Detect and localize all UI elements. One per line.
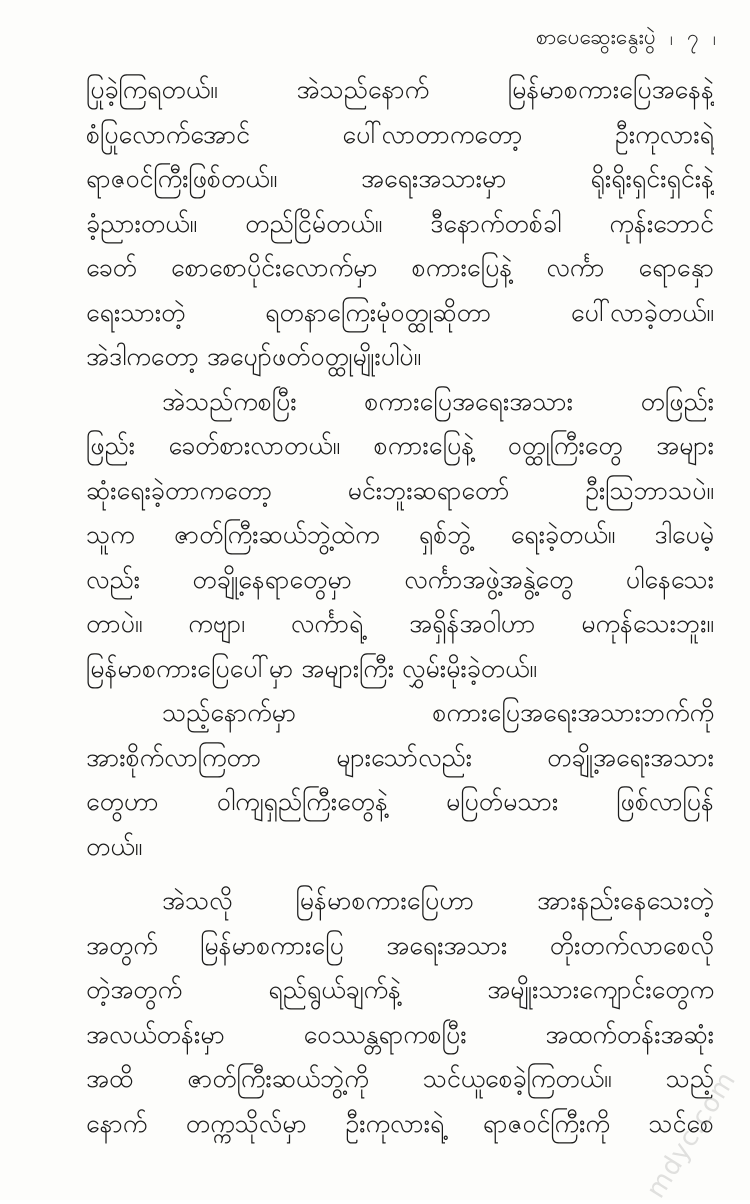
page-number: ၇ xyxy=(687,25,699,49)
text-line: တဲ့အတွက် ရည်ရွယ်ချက်နဲ့ အမျိုးသားကျောင်းတွေက xyxy=(86,975,714,1004)
body-text xyxy=(86,68,714,1146)
text-line: ရာဇဝင်ကြီးဖြစ်တယ်။ အရေးအသားမှာ ရိုးရိုးရှင်းရှင်းနဲ့ xyxy=(86,164,714,193)
text-line: အားစိုက်လာကြတာ များသော်လည်း တချို့အရေးအသား xyxy=(86,742,714,772)
text-line: အတွက် မြန်မာစကားပြေ အရေးအသား တိုးတက်လာစေလို xyxy=(86,930,714,960)
text-line: လည်း တချို့နေရာတွေမှာ လင်္ကာအဖွဲ့အနွဲ့တွေ ပါနေသေး xyxy=(86,564,714,594)
paragraph-gap xyxy=(86,869,714,879)
paragraph-start-line: အဲသလို မြန်မာစကားပြေဟာ အားနည်းနေသေးတဲ့ xyxy=(162,886,714,915)
paragraph-start-line: အဲသည်ကစပြီး စကားပြေအရေးအသား တဖြည်း xyxy=(162,386,714,416)
text-line: တွေဟာ ဝါကျရှည်ကြီးတွေနဲ့ မပြတ်မသား ဖြစ်လာပြန် xyxy=(86,787,714,816)
watermark: mdyc.com xyxy=(640,1066,742,1204)
text-line: မြန်မာစကားပြေပေါ်မှာ အများကြီး လွှမ်းမိုးခဲ့တယ်။ xyxy=(86,653,537,683)
separator-right: ၊ xyxy=(712,25,716,50)
running-head xyxy=(536,24,716,55)
text-line: စံပြုလောက်အောင် ပေါ်လာတာကတော့ ဦးကုလားရဲ့ xyxy=(86,119,714,149)
text-line: တာပဲ။ ကဗျာ၊ လင်္ကာရဲ့ အရှိန်အဝါဟာ မကုန်သေးဘူး။ xyxy=(86,609,714,638)
text-line: ပြုခဲ့ကြရတယ်။ အဲသည်နောက် မြန်မာစကားပြေအနေနဲ့ xyxy=(86,75,714,104)
separator-left: ၊ xyxy=(669,25,674,50)
text-line: သူက ဇာတ်ကြီးဆယ်ဘွဲ့ထဲက ရှစ်ဘွဲ့ ရေးခဲ့တယ်။ ဒါပေမဲ့ xyxy=(86,520,714,549)
text-line: ခံ့ညားတယ်။ တည်ငြိမ်တယ်။ ဒီနောက်တစ်ခါ ကုန်းဘောင် xyxy=(86,208,714,238)
paragraph-start-line: သည့်နောက်မှာ စကားပြေအရေးအသားဘက်ကို xyxy=(162,698,714,727)
text-line: နောက် တက္ကသိုလ်မှာ ဦးကုလားရဲ့ ရာဇဝင်ကြီးကို သင်စေ xyxy=(86,1108,714,1138)
text-line: အလယ်တန်းမှာ ဝေဿန္တရာကစပြီး အထက်တန်းအဆုံး xyxy=(86,1019,714,1049)
text-line: ဖြည်း ခေတ်စားလာတယ်။ စကားပြေနဲ့ ဝတ္ထုကြီးတွေ အများ xyxy=(86,431,714,460)
text-line: ရေးသားတဲ့ ရတနာကြေးမုံဝတ္ထုဆိုတာ ပေါ်လာခဲ့တယ်။ xyxy=(86,297,714,327)
text-line: အဲဒါကတော့ အပျော်ဖတ်ဝတ္ထုမျိုးပါပဲ။ xyxy=(86,342,422,371)
running-head-title: စာပေဆွေးနွေးပွဲ xyxy=(535,25,656,49)
text-line: တယ်။ xyxy=(86,831,143,861)
text-line: ခေတ် စောစောပိုင်းလောက်မှာ စကားပြေနဲ့ လင်္ကာ ရောနှော xyxy=(86,253,714,282)
text-line: ဆုံးရေးခဲ့တာကတော့ မင်းဘူးဆရာတော် ဦးသြဘာသပဲ။ xyxy=(86,475,714,505)
text-line: အထိ ဇာတ်ကြီးဆယ်ဘွဲ့ကို သင်ယူစေခဲ့ကြတယ်။ သည့် xyxy=(86,1064,714,1093)
